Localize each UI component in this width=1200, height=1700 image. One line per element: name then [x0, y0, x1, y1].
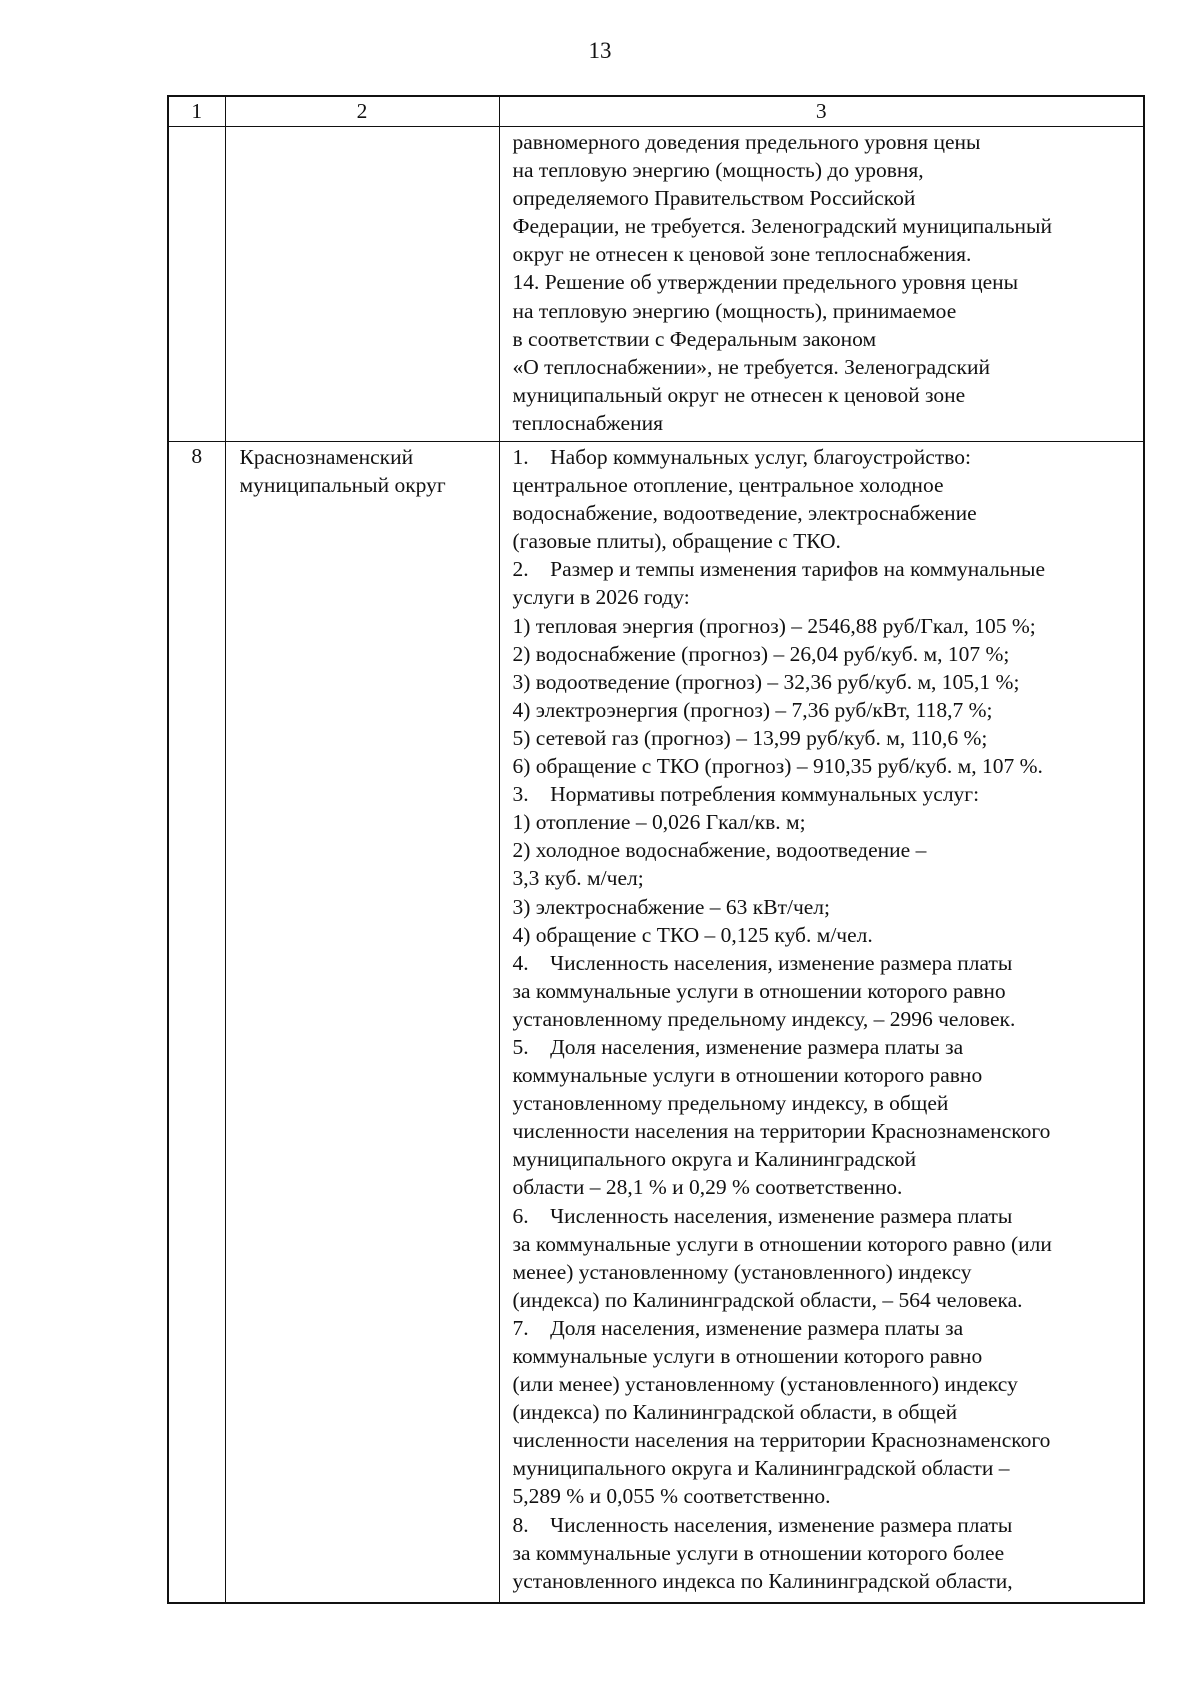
text-line: округ не отнесен к ценовой зоне теплоснабжения.: [512, 242, 972, 267]
text-line: коммунальные услуги в отношении которого равно: [512, 1063, 983, 1088]
text-line: «О теплоснабжении», не требуется. Зеленоградский: [512, 354, 990, 379]
text-line: 14. Решение об утверждении предельного уровня цены: [512, 270, 1019, 295]
text-line: 2) холодное водоснабжение, водоотведение –: [512, 838, 927, 863]
text-line: (индекса) по Калининградской области, – 564 человека.: [512, 1287, 1023, 1312]
text-line: муниципального округа и Калининградской области –: [512, 1456, 1010, 1481]
text-line: 7. Доля населения, изменение размера платы за: [512, 1315, 964, 1340]
text-line: области – 28,1 % и 0,29 % соответственно.: [512, 1175, 903, 1200]
municipality-name-cell: [225, 127, 499, 442]
text-line: 5) сетевой газ (прогноз) – 13,99 руб/куб. м, 110,6 %;: [512, 725, 988, 750]
text-line: 3,3 куб. м/чел;: [512, 866, 644, 891]
text-line: 2. Размер и темпы изменения тарифов на коммунальные: [512, 557, 1046, 582]
table-row: [168, 127, 1144, 442]
text-line: установленному предельному индексу, – 2996 человек.: [512, 1006, 1016, 1031]
text-line: за коммунальные услуги в отношении которого равно: [512, 978, 1006, 1003]
text-line: установленного индекса по Калининградской области,: [512, 1568, 1013, 1593]
text-line: менее) установленному (установленного) индексу: [512, 1259, 972, 1284]
page-number: 13: [588, 38, 612, 63]
text-line: (или менее) установленному (установленного) индексу: [512, 1372, 1018, 1397]
text-line: муниципальный округ: [239, 473, 446, 498]
text-line: 1) отопление – 0,026 Гкал/кв. м;: [512, 810, 806, 835]
text-line: численности населения на территории Краснознаменского: [512, 1428, 1051, 1453]
header-cell-1: 1: [168, 96, 225, 127]
text-line: на тепловую энергию (мощность) до уровня,: [512, 158, 924, 183]
text-line: определяемого Правительством Российской: [512, 186, 916, 211]
municipality-name-cell: [225, 442, 499, 1604]
text-line: 5. Доля населения, изменение размера платы за: [512, 1034, 964, 1059]
text-line: в соответствии с Федеральным законом: [512, 326, 877, 351]
table-row: [168, 442, 1144, 1604]
text-line: 8. Численность населения, изменение размера платы: [512, 1512, 1013, 1537]
text-line: равномерного доведения предельного уровня цены: [512, 130, 981, 154]
text-line: 1. Набор коммунальных услуг, благоустройство:: [512, 445, 971, 469]
tariff-table: [167, 95, 1145, 1604]
text-line: центральное отопление, центральное холодное: [512, 473, 944, 498]
text-line: муниципального округа и Калининградской: [512, 1147, 917, 1172]
row-number-cell: 8: [168, 442, 225, 1604]
text-line: услуги в 2026 году:: [512, 585, 690, 610]
text-line: 3) водоотведение (прогноз) – 32,36 руб/куб. м, 105,1 %;: [512, 669, 1020, 694]
text-line: за коммунальные услуги в отношении которого более: [512, 1540, 1005, 1565]
text-line: теплоснабжения: [512, 410, 663, 435]
text-line: 2) водоснабжение (прогноз) – 26,04 руб/куб. м, 107 %;: [512, 641, 1010, 666]
row-content-cell: [499, 442, 1144, 1604]
text-line: 1) тепловая энергия (прогноз) – 2546,88 руб/Гкал, 105 %;: [512, 613, 1036, 638]
text-line: Федерации, не требуется. Зеленоградский муниципальный: [512, 214, 1053, 239]
text-line: водоснабжение, водоотведение, электроснабжение: [512, 501, 977, 526]
text-line: (индекса) по Калининградской области, в общей: [512, 1400, 958, 1425]
text-line: 3. Нормативы потребления коммунальных услуг:: [512, 782, 980, 807]
text-line: муниципальный округ не отнесен к ценовой зоне: [512, 382, 966, 407]
text-line: (газовые плиты), обращение с ТКО.: [512, 529, 841, 554]
text-line: на тепловую энергию (мощность), принимаемое: [512, 298, 957, 323]
row-number-cell: [168, 127, 225, 442]
text-line: установленному предельному индексу, в общей: [512, 1091, 949, 1116]
table-header-row: [168, 96, 1144, 127]
text-line: 6. Численность населения, изменение размера платы: [512, 1203, 1013, 1228]
text-line: 3) электроснабжение – 63 кВт/чел;: [512, 894, 831, 919]
text-line: за коммунальные услуги в отношении которого равно (или: [512, 1231, 1052, 1256]
text-line: 4) электроэнергия (прогноз) – 7,36 руб/кВт, 118,7 %;: [512, 697, 993, 722]
text-line: 4. Численность населения, изменение размера платы: [512, 950, 1013, 975]
text-line: 4) обращение с ТКО – 0,125 куб. м/чел.: [512, 922, 873, 947]
text-line: Краснознаменский: [239, 445, 414, 469]
header-cell-2: 2: [225, 96, 499, 127]
header-cell-3: 3: [499, 96, 1144, 127]
text-line: 5,289 % и 0,055 % соответственно.: [512, 1484, 831, 1509]
text-line: коммунальные услуги в отношении которого равно: [512, 1344, 983, 1368]
text-line: численности населения на территории Краснознаменского: [512, 1119, 1051, 1144]
row-content-cell: [499, 127, 1144, 442]
text-line: 6) обращение с ТКО (прогноз) – 910,35 руб/куб. м, 107 %.: [512, 754, 1043, 779]
